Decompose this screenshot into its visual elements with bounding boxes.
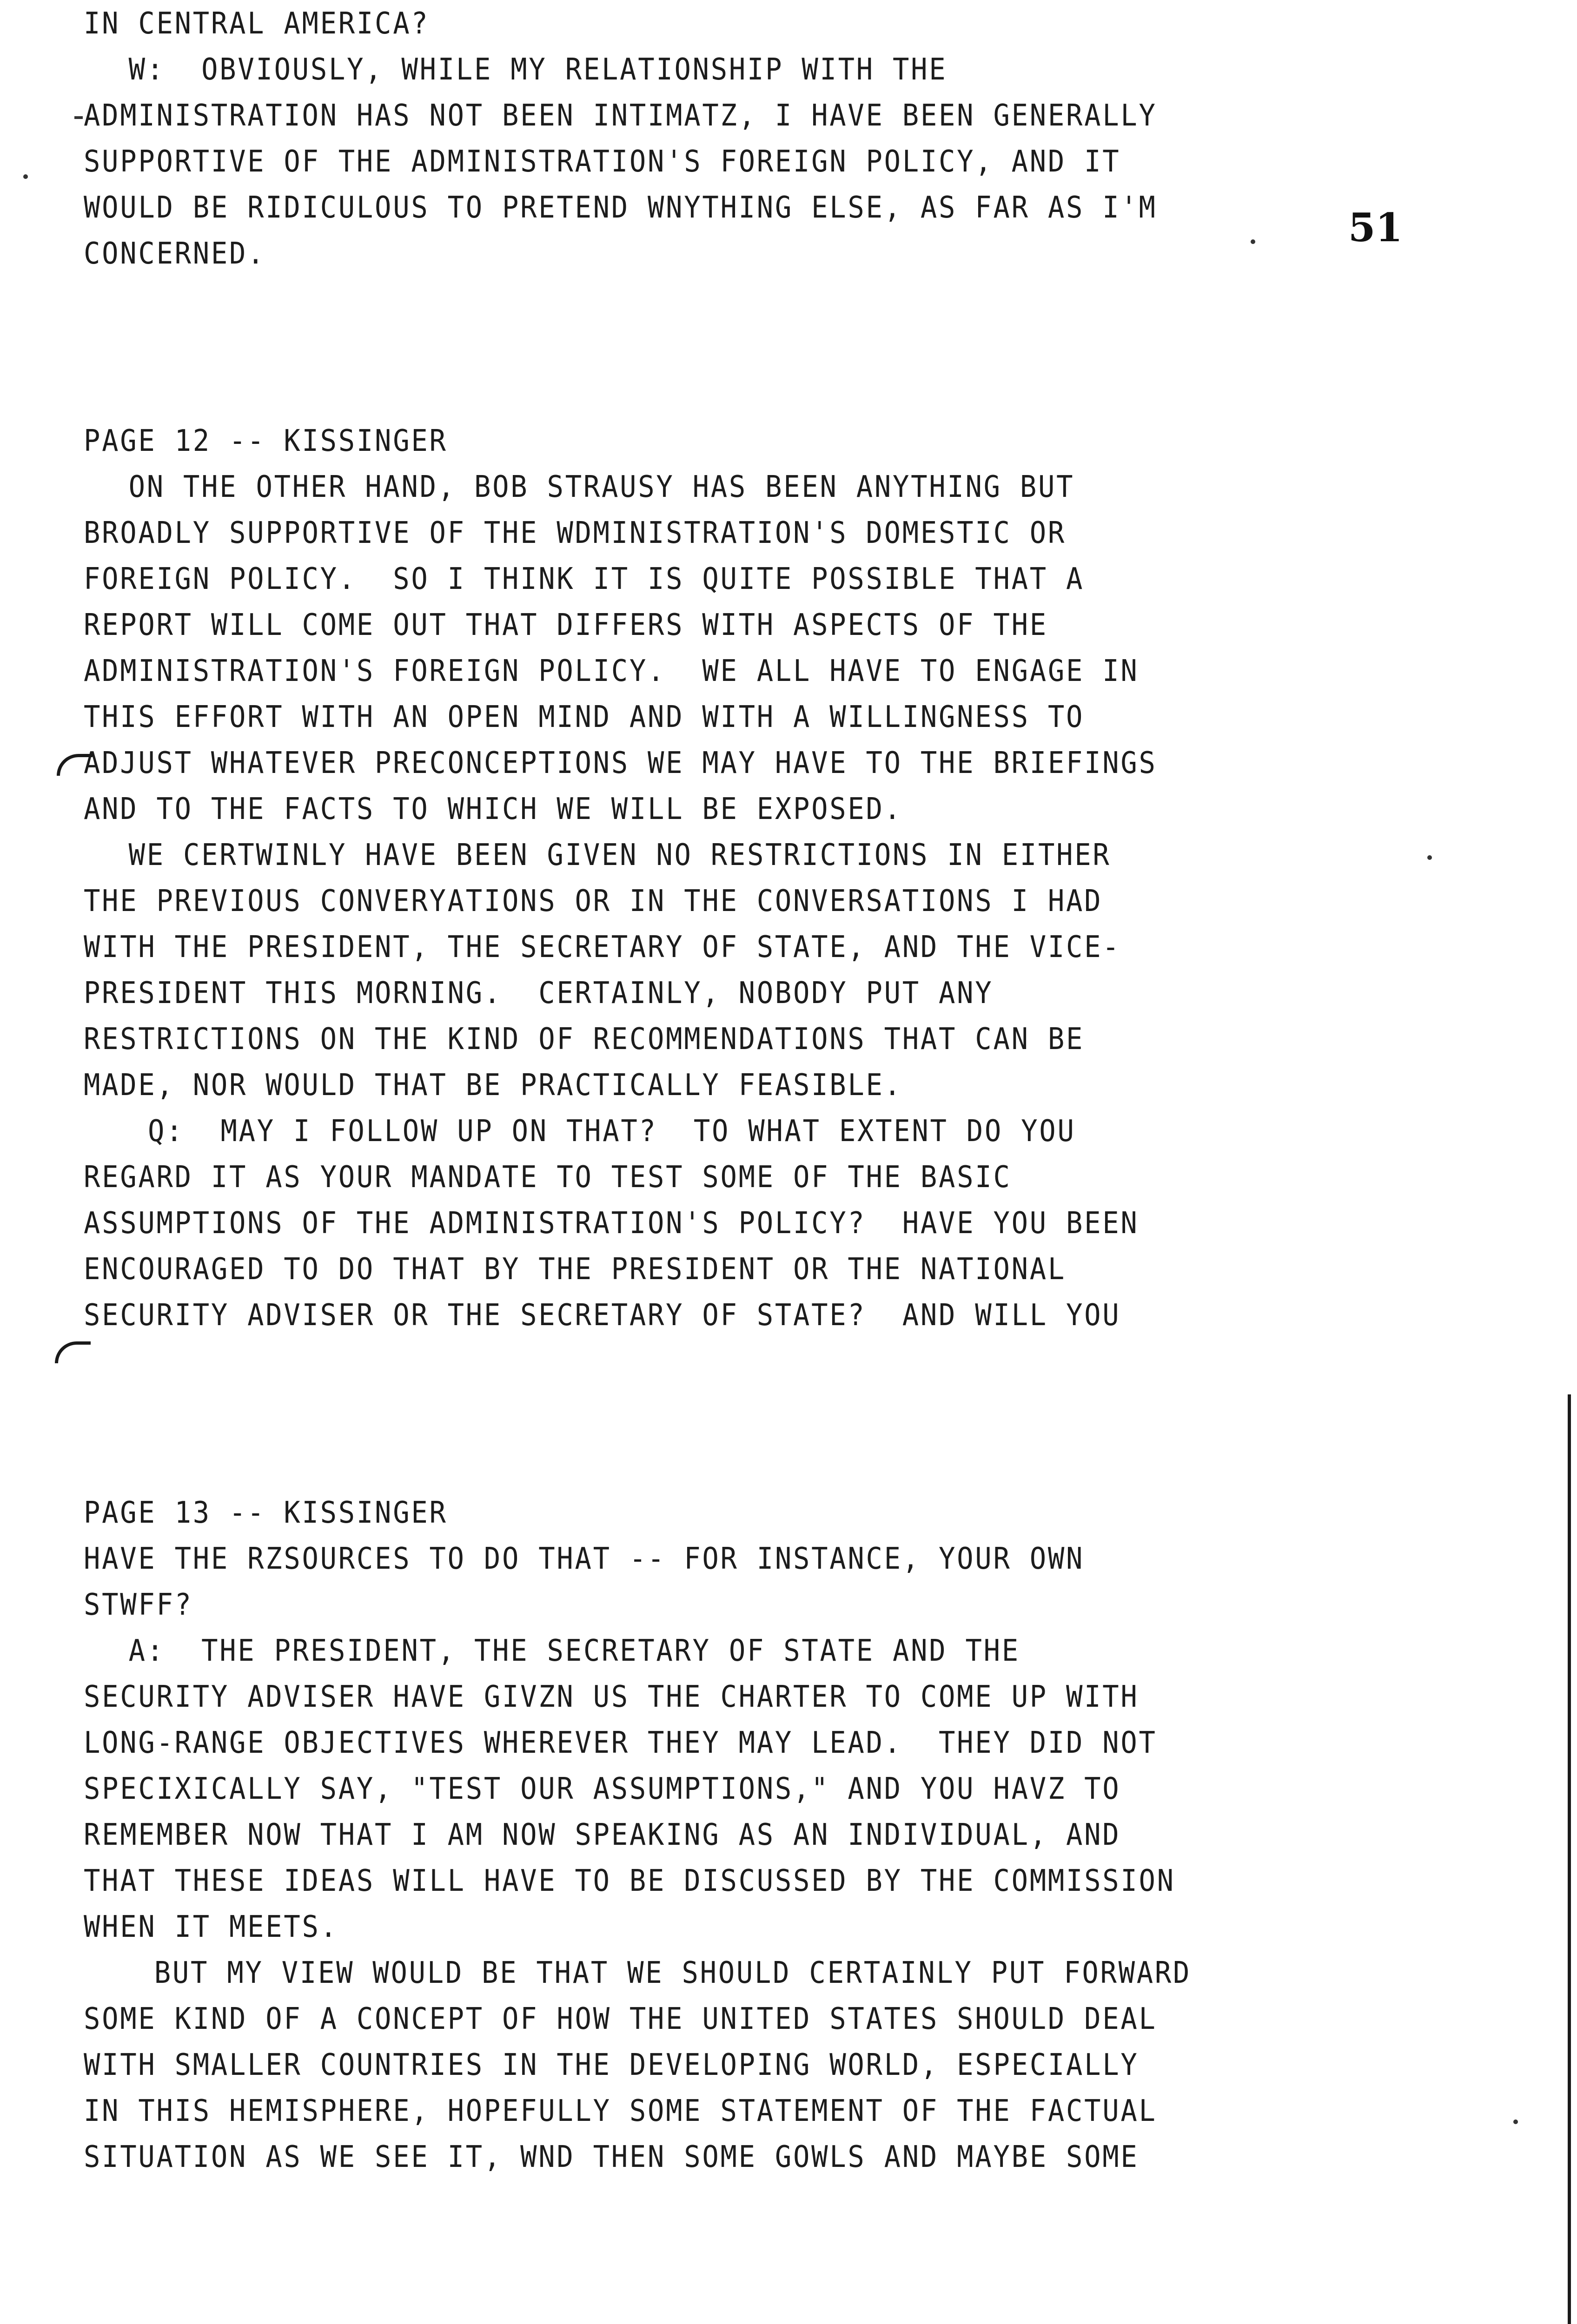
text-line: PRESIDENT THIS MORNING. CERTAINLY, NOBODY PUT ANY: [84, 976, 994, 1010]
text-line: BROADLY SUPPORTIVE OF THE WDMINISTRATION'S DOMESTIC OR: [84, 516, 1066, 550]
text-line: SITUATION AS WE SEE IT, WND THEN SOME GOWLS AND MAYBE SOME: [84, 2140, 1139, 2174]
text-line: SOME KIND OF A CONCEPT OF HOW THE UNITED STATES SHOULD DEAL: [84, 2002, 1157, 2036]
text-line: SUPPORTIVE OF THE ADMINISTRATION'S FOREIGN POLICY, AND IT: [84, 145, 1121, 179]
text-line: AND TO THE FACTS TO WHICH WE WILL BE EXPOSED.: [84, 792, 902, 826]
page-header: PAGE 13 -- KISSINGER: [84, 1496, 448, 1530]
text-line: MADE, NOR WOULD THAT BE PRACTICALLY FEASIBLE.: [84, 1068, 902, 1103]
text-line: THE PREVIOUS CONVERYATIONS OR IN THE CONVERSATIONS I HAD: [84, 884, 1103, 918]
text-line: IN CENTRAL AMERICA?: [84, 7, 430, 41]
text-line: WHEN IT MEETS.: [84, 1910, 338, 1944]
text-line: RESTRICTIONS ON THE KIND OF RECOMMENDATIONS THAT CAN BE: [84, 1022, 1085, 1056]
binder-mark: [57, 754, 93, 776]
text-line: W: OBVIOUSLY, WHILE MY RELATIONSHIP WITH THE: [128, 53, 948, 87]
text-line: REMEMBER NOW THAT I AM NOW SPEAKING AS AN INDIVIDUAL, AND: [84, 1818, 1121, 1852]
text-line: REGARD IT AS YOUR MANDATE TO TEST SOME OF THE BASIC: [84, 1160, 1012, 1195]
text-line: ADMINISTRATION'S FOREIGN POLICY. WE ALL HAVE TO ENGAGE IN: [84, 654, 1139, 688]
text-line: IN THIS HEMISPHERE, HOPEFULLY SOME STATEMENT OF THE FACTUAL: [84, 2094, 1157, 2128]
text-line: CONCERNED.: [84, 237, 266, 271]
text-line: STWFF?: [84, 1588, 193, 1622]
scan-mark: [74, 116, 83, 119]
text-line: REPORT WILL COME OUT THAT DIFFERS WITH ASPECTS OF THE: [84, 608, 1048, 642]
text-line: HAVE THE RZSOURCES TO DO THAT -- FOR INSTANCE, YOUR OWN: [84, 1542, 1085, 1576]
text-line: ENCOURAGED TO DO THAT BY THE PRESIDENT OR THE NATIONAL: [84, 1252, 1066, 1287]
text-block-page-13: [84, 1490, 1316, 2180]
text-line: A: THE PRESIDENT, THE SECRETARY OF STATE AND THE: [128, 1634, 1020, 1668]
page-header: PAGE 12 -- KISSINGER: [84, 424, 448, 458]
text-line: Q: MAY I FOLLOW UP ON THAT? TO WHAT EXTENT DO YOU: [148, 1114, 1076, 1149]
text-block-page-12: [84, 418, 1316, 1339]
scan-speck: [1251, 239, 1255, 244]
text-line: SECURITY ADVISER OR THE SECRETARY OF STATE? AND WILL YOU: [84, 1298, 1121, 1333]
text-line: SECURITY ADVISER HAVE GIVZN US THE CHARTER TO COME UP WITH: [84, 1680, 1139, 1714]
scan-speck: [1427, 855, 1432, 860]
text-line: FOREIGN POLICY. SO I THINK IT IS QUITE POSSIBLE THAT A: [84, 562, 1085, 596]
text-line: ADMINISTRATION HAS NOT BEEN INTIMATZ, I HAVE BEEN GENERALLY: [84, 99, 1157, 133]
text-line: WE CERTWINLY HAVE BEEN GIVEN NO RESTRICTIONS IN EITHER: [128, 838, 1111, 872]
text-line: ASSUMPTIONS OF THE ADMINISTRATION'S POLICY? HAVE YOU BEEN: [84, 1206, 1139, 1241]
text-line: SPECIXICALLY SAY, "TEST OUR ASSUMPTIONS," AND YOU HAVZ TO: [84, 1772, 1121, 1806]
scan-speck: [1513, 2119, 1518, 2124]
text-line: ADJUST WHATEVER PRECONCEPTIONS WE MAY HAVE TO THE BRIEFINGS: [84, 746, 1157, 780]
text-line: LONG-RANGE OBJECTIVES WHEREVER THEY MAY LEAD. THEY DID NOT: [84, 1726, 1157, 1760]
text-line: WOULD BE RIDICULOUS TO PRETEND WNYTHING ELSE, AS FAR AS I'M: [84, 191, 1157, 225]
text-line: BUT MY VIEW WOULD BE THAT WE SHOULD CERTAINLY PUT FORWARD: [154, 1956, 1192, 1990]
text-line: WITH SMALLER COUNTRIES IN THE DEVELOPING WORLD, ESPECIALLY: [84, 2048, 1139, 2082]
page-number: 51: [1348, 205, 1403, 251]
binder-mark: [55, 1341, 91, 1363]
text-block-continuation: [84, 1, 1316, 277]
scan-speck: [23, 174, 28, 179]
text-line: ON THE OTHER HAND, BOB STRAUSY HAS BEEN ANYTHING BUT: [128, 470, 1075, 504]
text-line: THIS EFFORT WITH AN OPEN MIND AND WITH A WILLINGNESS TO: [84, 700, 1085, 734]
text-line: WITH THE PRESIDENT, THE SECRETARY OF STATE, AND THE VICE-: [84, 930, 1121, 964]
page-edge-right: [1568, 1394, 1571, 2324]
text-line: THAT THESE IDEAS WILL HAVE TO BE DISCUSSED BY THE COMMISSION: [84, 1864, 1175, 1898]
